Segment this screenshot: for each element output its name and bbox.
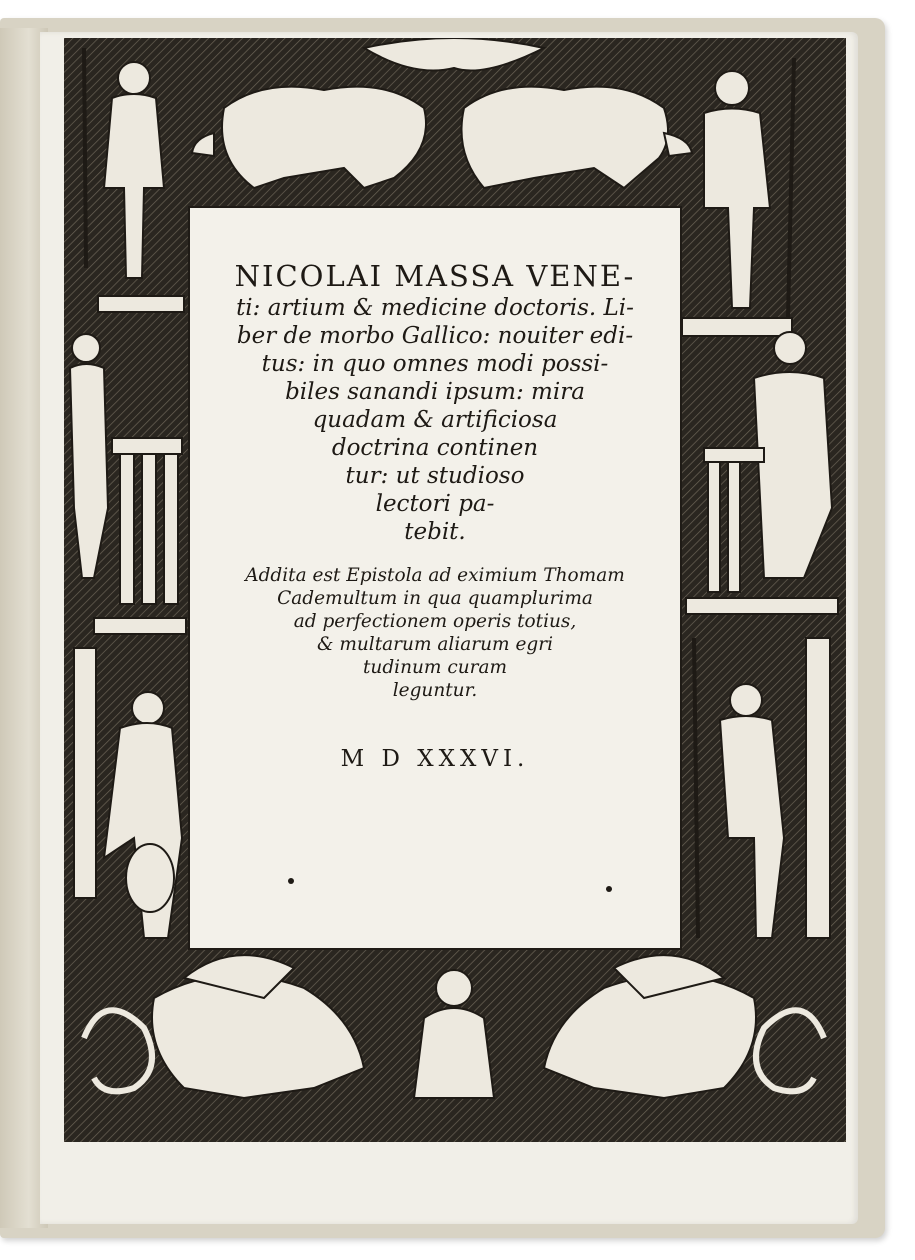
addendum-line-3: ad perfectionem operis totius, xyxy=(293,611,577,632)
ornament-dot-right xyxy=(606,886,612,892)
title-line-2: ti: artium & medicine doctoris. Li- xyxy=(236,295,634,321)
title-block xyxy=(190,252,680,772)
addendum-line-1: Addita est Epistola ad eximium Thomam xyxy=(245,565,625,586)
title-line-3: ber de morbo Gallico: nouiter edi- xyxy=(236,323,634,349)
title-line-1: NICOLAI MASSA VENE- xyxy=(234,259,636,293)
publication-date: M D XXXVI. xyxy=(340,746,530,772)
title-line-9: lectori pa- xyxy=(375,491,495,517)
addendum-line-5: tudinum curam xyxy=(362,657,508,678)
ornament-dot-left xyxy=(288,878,294,884)
addendum-line-2: Cademultum in qua quamplurima xyxy=(277,588,593,609)
title-panel xyxy=(188,206,682,950)
title-line-10: tebit. xyxy=(404,519,466,545)
bottom-griffins-woodcut xyxy=(84,955,824,1098)
addendum-line-6: leguntur. xyxy=(392,680,478,701)
addendum-line-4: & multarum aliarum egri xyxy=(317,634,553,655)
title-line-7: doctrina continen xyxy=(331,435,539,461)
title-line-6: quadam & artificiosa xyxy=(312,407,558,433)
title-line-5: biles sanandi ipsum: mira xyxy=(285,379,585,405)
title-line-8: tur: ut studioso xyxy=(345,463,525,489)
title-line-4: tus: in quo omnes modi possi- xyxy=(261,351,609,377)
